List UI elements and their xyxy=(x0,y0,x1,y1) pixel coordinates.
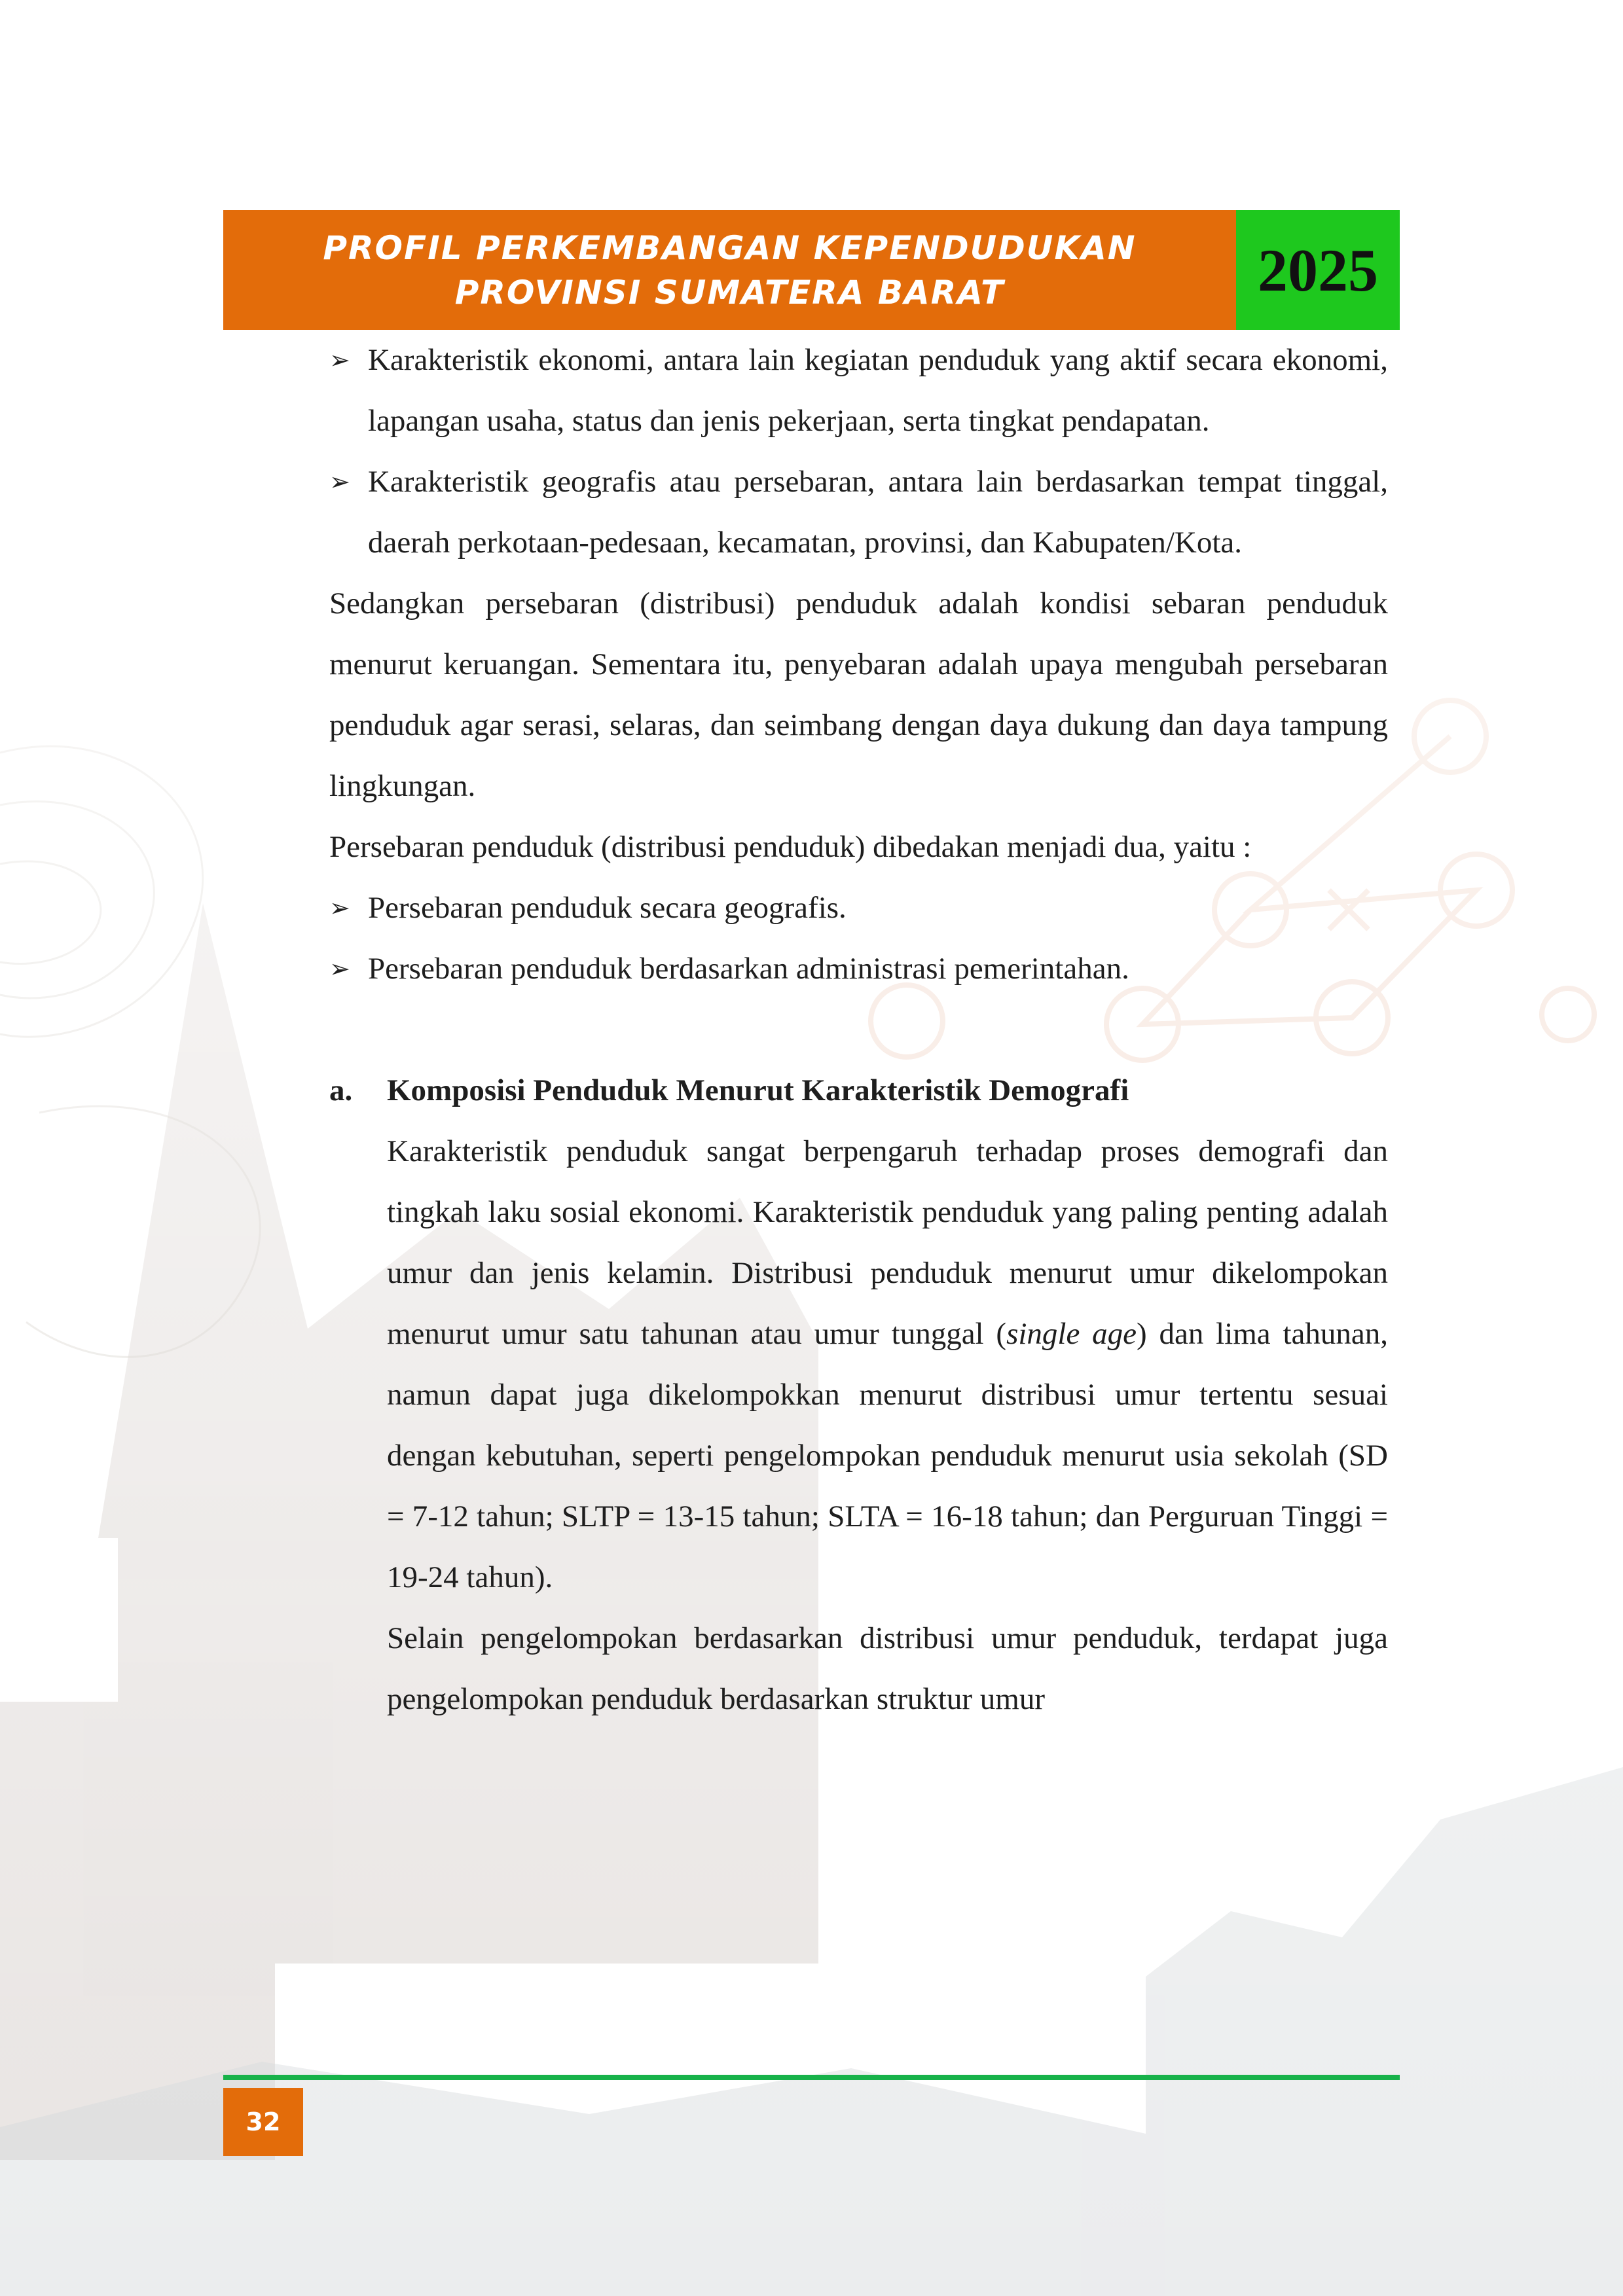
arrowhead-bullet-icon: ➢ xyxy=(329,467,350,496)
text-segment: ) dan lima tahunan, namun dapat juga dikelompokkan menurut distribusi umur tertentu sesuai dengan kebutuhan, seperti pengelompokan penduduk menurut usia sekolah (SD = 7-12 tahun; SLTP = 13-15 tahun; SLTA = 16-18 tahun; dan Perguruan Tinggi = 19-24 tahun). xyxy=(387,1317,1389,1594)
header-year: 2025 xyxy=(1236,210,1400,330)
section-heading xyxy=(329,1060,1388,1121)
section-paragraph xyxy=(329,1121,1388,1608)
text-segment: Karakteristik penduduk sangat berpengaruh terhadap proses demografi dan tingkah laku sosial ekonomi. Karakteristik penduduk yang paling penting adalah umur dan jenis kelamin. Distribusi penduduk menurut umur dikelompokan menurut umur satu tahunan atau umur tunggal ( xyxy=(387,1134,1388,1351)
page-number: 32 xyxy=(223,2088,303,2156)
header-title-line2: PROVINSI SUMATERA BARAT xyxy=(454,273,1005,312)
header-title xyxy=(223,210,1236,330)
section-title: Komposisi Penduduk Menurut Karakteristik Demografi xyxy=(387,1073,1129,1107)
arrowhead-bullet-icon: ➢ xyxy=(329,954,350,983)
paragraph-distribution-types: Persebaran penduduk (distribusi penduduk) dibedakan menjadi dua, yaitu : xyxy=(329,830,1252,864)
section-a xyxy=(329,1060,1388,1730)
bullet-item xyxy=(329,939,1388,999)
paragraph-distribution-definition: Sedangkan persebaran (distribusi) penduduk adalah kondisi sebaran penduduk menurut keruangan. Sementara itu, penyebaran adalah upaya mengubah persebaran penduduk agar serasi, selaras, dan seimbang dengan daya dukung dan daya tampung lingkungan. xyxy=(329,586,1388,803)
section-letter: a. xyxy=(329,1073,353,1107)
bullet-item xyxy=(329,452,1388,573)
arrowhead-bullet-icon: ➢ xyxy=(329,893,350,922)
page-content xyxy=(329,330,1388,1730)
bullet-text: Karakteristik ekonomi, antara lain kegiatan penduduk yang aktif secara ekonomi, lapangan usaha, status dan jenis pekerjaan, serta tingkat pendapatan. xyxy=(368,343,1388,438)
section-paragraph: Selain pengelompokan berdasarkan distribusi umur penduduk, terdapat juga pengelompokan penduduk berdasarkan struktur umur xyxy=(387,1621,1388,1716)
bullet-item xyxy=(329,330,1388,452)
bullet-text: Persebaran penduduk berdasarkan administrasi pemerintahan. xyxy=(368,952,1129,986)
bullet-text: Persebaran penduduk secara geografis. xyxy=(368,891,847,925)
footer-divider xyxy=(223,2075,1400,2080)
bullet-item xyxy=(329,878,1388,939)
bullet-text: Karakteristik geografis atau persebaran, antara lain berdasarkan tempat tinggal, daerah perkotaan-pedesaan, kecamatan, provinsi, dan Kabupaten/Kota. xyxy=(368,465,1388,560)
arrowhead-bullet-icon: ➢ xyxy=(329,346,350,374)
italic-term: single age xyxy=(1006,1317,1137,1351)
header-title-line1: PROFIL PERKEMBANGAN KEPENDUDUKAN xyxy=(323,228,1137,267)
header-bar xyxy=(223,210,1400,330)
